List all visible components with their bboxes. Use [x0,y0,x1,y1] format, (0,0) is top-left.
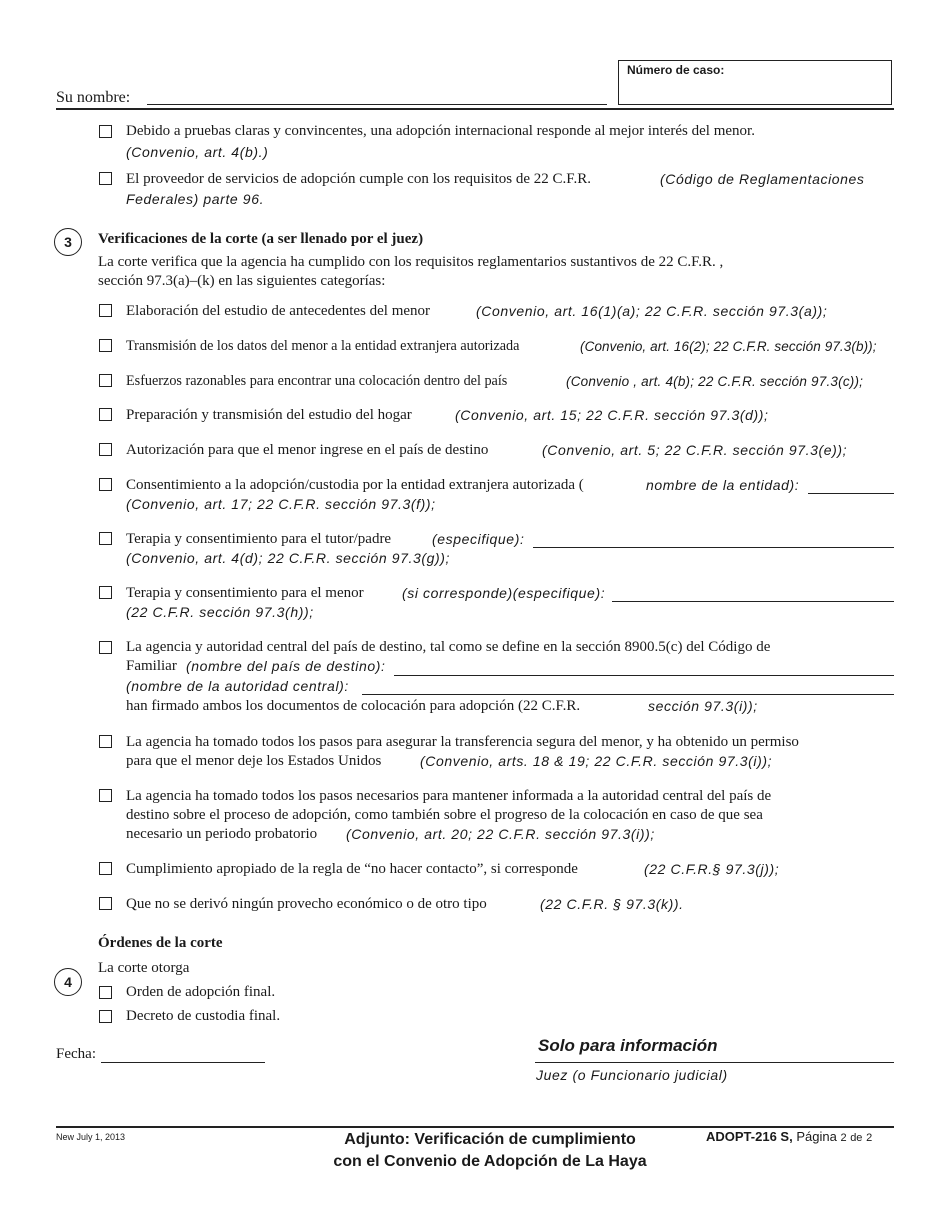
checkbox-best-interest[interactable] [99,125,112,138]
revision-date: New July 1, 2013 [56,1132,126,1142]
guardian-specify-field[interactable] [533,547,894,548]
item-provider-cite-2: Federales) parte 96. [126,191,265,207]
item-text: Autorización para que el menor ingrese en el país de destino [126,442,489,458]
item-cite: (si corresponde)(especifique): [402,585,606,601]
checkbox-therapy-minor[interactable] [99,586,112,599]
checkbox-placement-documents[interactable] [99,641,112,654]
form-title [290,1129,690,1173]
checkbox-final-adoption[interactable] [99,986,112,999]
item-text: Consentimiento a la adopción/custodia por la entidad extranjera autorizada ( [126,477,584,493]
case-number-box[interactable] [618,60,892,105]
checkbox-background-study[interactable] [99,304,112,317]
minor-specify-field[interactable] [612,601,894,602]
option-final-custody: Decreto de custodia final. [126,1008,281,1024]
item-text: Terapia y consentimiento para el tutor/padre [126,531,392,547]
item-text: La agencia y autoridad central del país de destino, tal como se define en la sección 8900.5(c) del Código de [126,639,771,655]
checkbox-no-contact[interactable] [99,862,112,875]
item-cite: (22 C.F.R.§ 97.3(j)); [644,861,780,877]
name-label: Su nombre: [56,89,131,106]
item-cite-2: (Convenio, art. 17; 22 C.F.R. sección 97.3(f)); [126,496,436,512]
page-label: Página [796,1129,837,1144]
name-field[interactable] [147,104,607,105]
checkbox-no-profit[interactable] [99,897,112,910]
checkbox-entry-authorization[interactable] [99,443,112,456]
form-page-info [706,1129,872,1144]
item-provider-cite-1: (Código de Reglamentaciones [660,171,865,187]
section-4-number: 4 [54,968,82,996]
checkbox-domestic-placement[interactable] [99,374,112,387]
checkbox-keep-informed[interactable] [99,789,112,802]
item-text-3: necesario un periodo probatorio [126,826,318,842]
item-cite: (nombre del país de destino): [186,658,386,674]
item-cite: (Convenio , art. 4(b); 22 C.F.R. sección 97.3(c)); [566,374,864,389]
item-cite-2: (22 C.F.R. sección 97.3(h)); [126,604,314,620]
checkbox-home-study[interactable] [99,408,112,421]
item-cite: (especifique): [432,531,525,547]
item-text-2: para que el menor deje los Estados Unidos [126,753,382,769]
checkbox-consent-entity[interactable] [99,478,112,491]
item-cite: (Convenio, art. 16(1)(a); 22 C.F.R. sección 97.3(a)); [476,303,828,319]
item-text: Cumplimiento apropiado de la regla de “no hacer contacto”, si corresponde [126,861,578,877]
item-cite: (Convenio, art. 20; 22 C.F.R. sección 97.3(i)); [346,826,655,842]
form-title-line-2: con el Convenio de Adopción de La Haya [333,1153,647,1170]
item-text: Elaboración del estudio de antecedentes del menor [126,303,431,319]
item-text: Terapia y consentimiento para el menor [126,585,364,601]
item-text: Que no se derivó ningún provecho económico o de otro tipo [126,896,487,912]
item-text-2: destino sobre el proceso de adopción, como también sobre el progreso de la colocación en caso de que sea [126,807,763,823]
destination-country-field[interactable] [394,675,894,676]
item-text-2: Familiar [126,658,177,674]
checkbox-safe-transfer[interactable] [99,735,112,748]
item-text: Esfuerzos razonables para encontrar una colocación dentro del país [126,373,508,389]
case-number-label: Número de caso: [627,63,725,77]
section-3-intro-2: sección 97.3(a)–(k) en las siguientes categorías: [98,273,386,289]
page-of: de [850,1132,863,1144]
central-authority-field[interactable] [362,694,894,695]
item-cite-2: (nombre de la autoridad central): [126,678,349,694]
checkbox-transmission[interactable] [99,339,112,352]
option-final-adoption: Orden de adopción final. [126,984,276,1000]
checkbox-provider[interactable] [99,172,112,185]
info-only-label: Solo para información [538,1036,718,1055]
header-rule [56,108,894,110]
page-total: 2 [866,1132,873,1144]
item-provider-text: El proveedor de servicios de adopción cumple con los requisitos de 22 C.F.R. [126,171,591,187]
item-text-3: han firmado ambos los documentos de colocación para adopción (22 C.F.R. [126,698,581,714]
entity-name-field[interactable] [808,493,894,494]
footer-rule [56,1126,894,1128]
section-3-title: Verificaciones de la corte (a ser llenado por el juez) [98,231,424,247]
item-cite-2: (Convenio, art. 4(d); 22 C.F.R. sección 97.3(g)); [126,550,451,566]
section-4-title: Órdenes de la corte [98,935,223,951]
item-best-interest-cite: (Convenio, art. 4(b).) [126,144,269,160]
form-title-line-1: Adjunto: Verificación de cumplimiento [344,1131,636,1148]
item-text: La agencia ha tomado todos los pasos para asegurar la transferencia segura del menor, y ha obtenido un permiso [126,734,799,750]
judge-label: Juez (o Funcionario judicial) [536,1067,728,1083]
checkbox-final-custody[interactable] [99,1010,112,1023]
item-cite: (22 C.F.R. § 97.3(k)). [540,896,684,912]
section-3-intro-1: La corte verifica que la agencia ha cumplido con los requisitos reglamentarios sustantivos de 22 C.F.R. , [98,254,724,270]
item-cite: (Convenio, arts. 18 & 19; 22 C.F.R. sección 97.3(i)); [420,753,773,769]
item-cite: (Convenio, art. 15; 22 C.F.R. sección 97.3(d)); [455,407,769,423]
item-cite: (Convenio, art. 5; 22 C.F.R. sección 97.3(e)); [542,442,848,458]
item-cite-3: sección 97.3(i)); [648,698,758,714]
item-cite: nombre de la entidad): [646,477,800,493]
item-cite: (Convenio, art. 16(2); 22 C.F.R. sección 97.3(b)); [580,339,877,354]
judge-signature-field[interactable] [535,1062,894,1063]
checkbox-therapy-guardian[interactable] [99,532,112,545]
section-3-number: 3 [54,228,82,256]
section-4-intro: La corte otorga [98,960,190,976]
item-text: Preparación y transmisión del estudio del hogar [126,407,412,423]
form-id: ADOPT-216 S, [706,1129,793,1144]
item-text: Transmisión de los datos del menor a la entidad extranjera autorizada [126,338,520,354]
date-label: Fecha: [56,1046,96,1062]
page-number: 2 [840,1132,847,1144]
item-best-interest-text: Debido a pruebas claras y convincentes, una adopción internacional responde al mejor interés del menor. [126,123,755,139]
date-field[interactable] [101,1062,265,1063]
item-text: La agencia ha tomado todos los pasos necesarios para mantener informada a la autoridad central del país de [126,788,772,804]
